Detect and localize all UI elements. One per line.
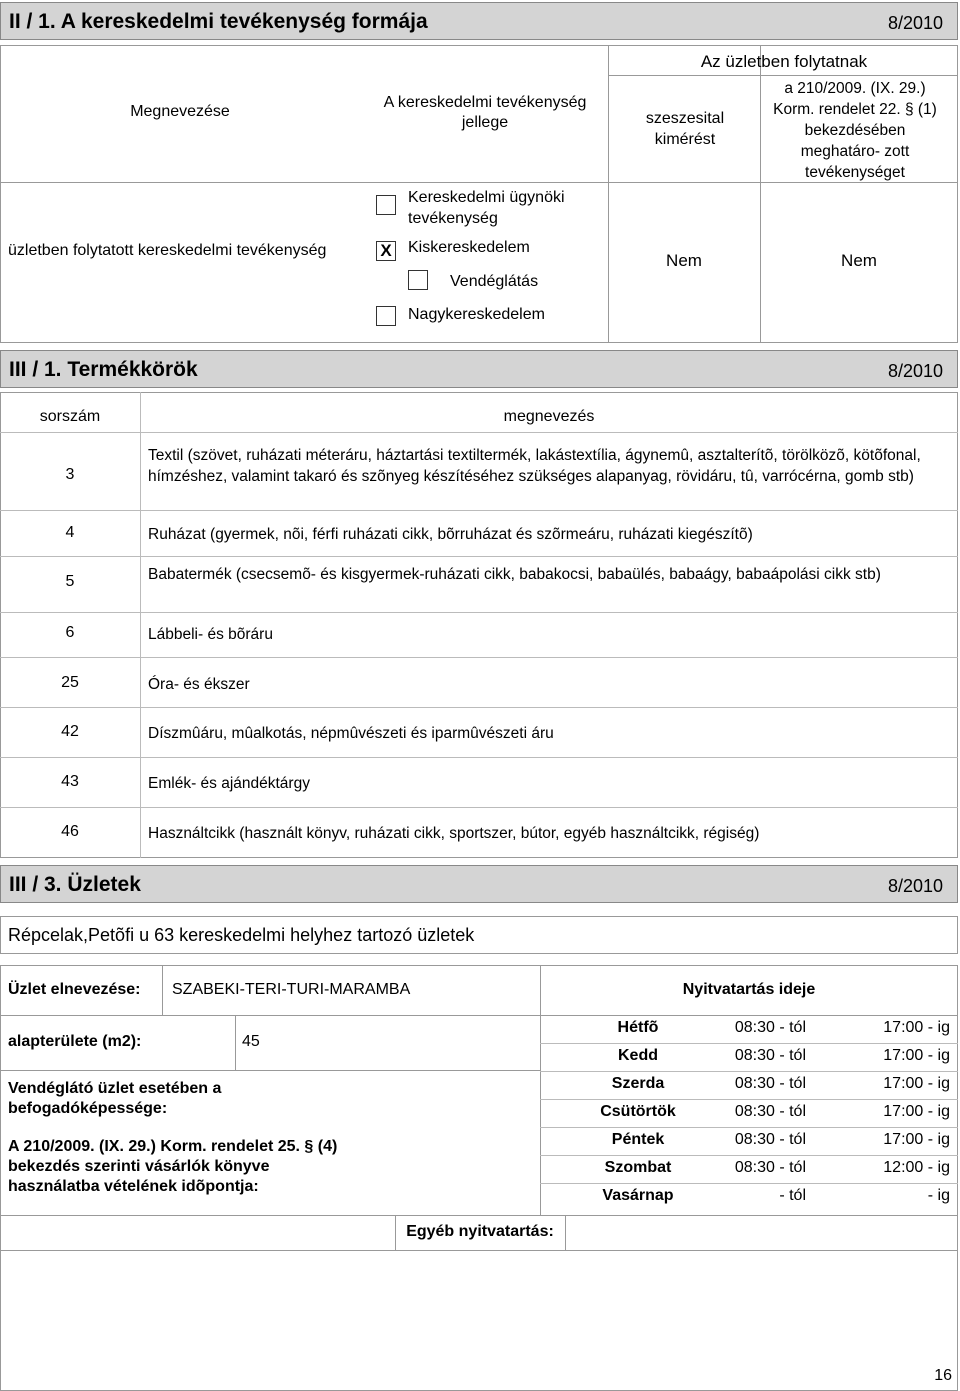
day-to: 17:00 - ig [883,1075,950,1092]
section-title: III / 1. Termékkörök [9,358,198,381]
checkbox-agent[interactable] [376,195,396,215]
regulation-value: Nem [841,251,877,270]
day-to: 17:00 - ig [883,1103,950,1120]
product-num: 3 [65,466,75,483]
other-hours-label: Egyéb nyitvatartás: [406,1223,554,1240]
section-date: 8/2010 [887,13,943,33]
product-num: 25 [61,674,79,691]
section-title: III / 3. Üzletek [9,873,141,896]
row-label-activity: üzletben folytatott kereskedelmi tevékenység [8,242,327,259]
day-name: Vasárnap [602,1187,674,1204]
day-to: 17:00 - ig [883,1019,950,1036]
col-header-group: Az üzletben folytatnak [700,52,868,71]
section-header-activity [0,2,958,40]
day-from: 08:30 - tól [734,1131,806,1148]
day-to: 12:00 - ig [883,1159,950,1176]
col-header-regulation: a 210/2009. (IX. 29.) Korm. rendelet 22. § (1) bekezdésében meghatáro- zott tevékenységet [773,80,937,181]
option-retail: Kiskereskedelem [408,239,530,256]
day-from: 08:30 - tól [734,1047,806,1064]
page-number: 16 [934,1367,952,1384]
hours-label: Nyitvatartás ideje [682,981,816,998]
day-from: 08:30 - tól [734,1075,806,1092]
day-to: 17:00 - ig [883,1131,950,1148]
product-name: Emlék- és ajándéktárgy [148,775,310,792]
checkbox-wholesale[interactable] [376,306,396,326]
day-name: Csütörtök [600,1103,676,1120]
product-name: Babatermék (csecsemõ- és kisgyermek-ruházati cikk, babakocsi, babaülés, babaágy, babaápolási cikk stb) [148,566,881,583]
product-name: Használtcikk (használt könyv, ruházati cikk, sportszer, bútor, egyéb használtcikk, régiség) [148,825,760,842]
product-num: 6 [65,624,75,641]
section-header-products [0,350,958,388]
day-from: 08:30 - tól [734,1019,806,1036]
day-from: 08:30 - tól [734,1159,806,1176]
option-catering: Vendéglátás [450,273,539,290]
day-name: Kedd [618,1047,658,1064]
section-date: 8/2010 [887,361,943,381]
product-num: 46 [61,823,79,840]
section-title: II / 1. A kereskedelmi tevékenység formája [9,10,428,33]
day-to: 17:00 - ig [883,1047,950,1064]
capacity-label: Vendéglátó üzlet esetében a befogadóképessége: [8,1080,222,1117]
col-header-nature: A kereskedelmi tevékenység jellege [383,94,587,131]
col-header-name: Megnevezése [130,103,230,120]
option-agent: Kereskedelmi ügynöki tevékenység [408,189,565,227]
checkbox-catering[interactable] [408,270,428,290]
product-name: Díszmûáru, mûalkotás, népmûvészeti és iparmûvészeti áru [148,725,554,742]
section-date: 8/2010 [887,876,943,896]
product-num: 43 [61,773,79,790]
product-num: 42 [61,723,79,740]
day-from: 08:30 - tól [734,1103,806,1120]
checkbox-retail[interactable]: X [376,241,396,261]
product-num: 4 [65,524,75,541]
day-name: Szombat [604,1159,672,1176]
day-name: Péntek [611,1131,665,1148]
product-name: Textil (szövet, ruházati méteráru, háztartási textiltermék, lakástextília, ágynemû, asztalterítõ, törölközõ, kötõfonal, hímzéshez, valamint takaró és szõnyeg készítéséhez szükséges alapanyag, rövidáru, tû, varrócérna, gomb stb) [148,447,921,485]
product-name: Ruházat (gyermek, nõi, férfi ruházati cikk, bõrruházat és szõrmeáru, ruházati kiegészítõ) [148,526,753,543]
shop-name: SZABEKI-TERI-TURI-MARAMBA [172,981,411,998]
day-to: - ig [927,1187,950,1204]
alcohol-value: Nem [666,251,702,270]
col-header-product: megnevezés [503,408,595,425]
day-name: Szerda [611,1075,665,1092]
col-header-number: sorszám [39,408,101,425]
col-header-alcohol: szeszesital kimérést [645,110,725,148]
product-num: 5 [65,573,75,590]
section-header-shops [0,865,958,903]
shop-name-label: Üzlet elnevezése: [8,981,141,998]
product-name: Óra- és ékszer [148,676,250,693]
option-wholesale: Nagykereskedelem [408,306,545,323]
day-from: - tól [779,1187,806,1204]
product-name: Lábbeli- és bõráru [148,626,273,643]
shops-subtitle: Répcelak,Petõfi u 63 kereskedelmi helyhez tartozó üzletek [8,925,475,945]
area-label: alapterülete (m2): [8,1033,142,1050]
complaint-book-label: A 210/2009. (IX. 29.) Korm. rendelet 25. § (4) bekezdés szerinti vásárlók könyve használatba vételének idõpontja: [8,1138,338,1195]
day-name: Hétfõ [617,1019,659,1036]
area-value: 45 [242,1033,260,1050]
